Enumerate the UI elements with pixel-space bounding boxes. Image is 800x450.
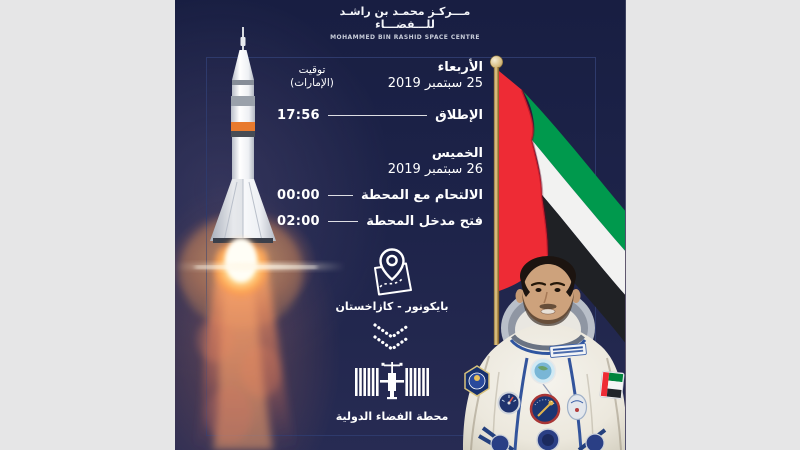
schedule — [275, 60, 483, 230]
event-label: الإطلاق — [435, 107, 483, 123]
logo-english: MOHAMMED BIN RASHID SPACE CENTRE — [330, 34, 480, 41]
day-label: الخميس — [431, 146, 483, 161]
journey-column — [325, 247, 459, 423]
pressure-gauge — [499, 393, 520, 414]
timezone-note: توقيت (الإمارات) — [290, 64, 334, 89]
schedule-day-2 — [275, 146, 483, 178]
uae-flag-patch — [600, 371, 625, 399]
event-label: فتح مدخل المحطة — [366, 213, 483, 229]
connector-line — [328, 115, 427, 116]
day-label: الأربعاء — [437, 60, 483, 75]
soyuz-mission-patch — [531, 395, 559, 423]
event-time: 17:56 — [277, 107, 320, 123]
schedule-day-1 — [275, 60, 483, 92]
map-pin-icon — [367, 247, 417, 297]
logo-arabic-line1: مـــركـز محمـد بن راشـد — [339, 5, 471, 18]
date-label: 26 سبتمبر 2019 — [387, 162, 483, 177]
mouth — [541, 309, 555, 314]
mustache — [540, 304, 557, 310]
chevron-down-dotted-icon — [370, 322, 414, 352]
event-row-docking — [275, 186, 483, 204]
oval-patch — [568, 395, 587, 420]
event-label: الالتحام مع المحطة — [360, 187, 483, 203]
astronaut-portrait — [455, 240, 626, 450]
iss-icon — [353, 359, 431, 405]
event-row-launch — [275, 106, 483, 124]
event-time: 00:00 — [277, 187, 320, 203]
hexagon-mission-patch — [465, 366, 489, 396]
destination-label: محطة الفضاء الدولية — [335, 410, 449, 423]
connector-line — [328, 221, 358, 222]
launch-infographic-poster — [175, 0, 626, 450]
event-time: 02:00 — [277, 213, 320, 229]
connector-line — [328, 195, 353, 196]
origin-label: بايكونور - كازاخستان — [335, 300, 449, 313]
earth-patch — [531, 359, 556, 384]
pole-finial — [490, 56, 502, 68]
rocket-body — [210, 27, 276, 243]
date-label: 25 سبتمبر 2019 — [387, 76, 483, 91]
event-row-hatch-open — [275, 212, 483, 230]
logo-arabic-line2: للـــفضـــاء — [375, 18, 435, 31]
mbrsc-logo — [305, 5, 505, 41]
